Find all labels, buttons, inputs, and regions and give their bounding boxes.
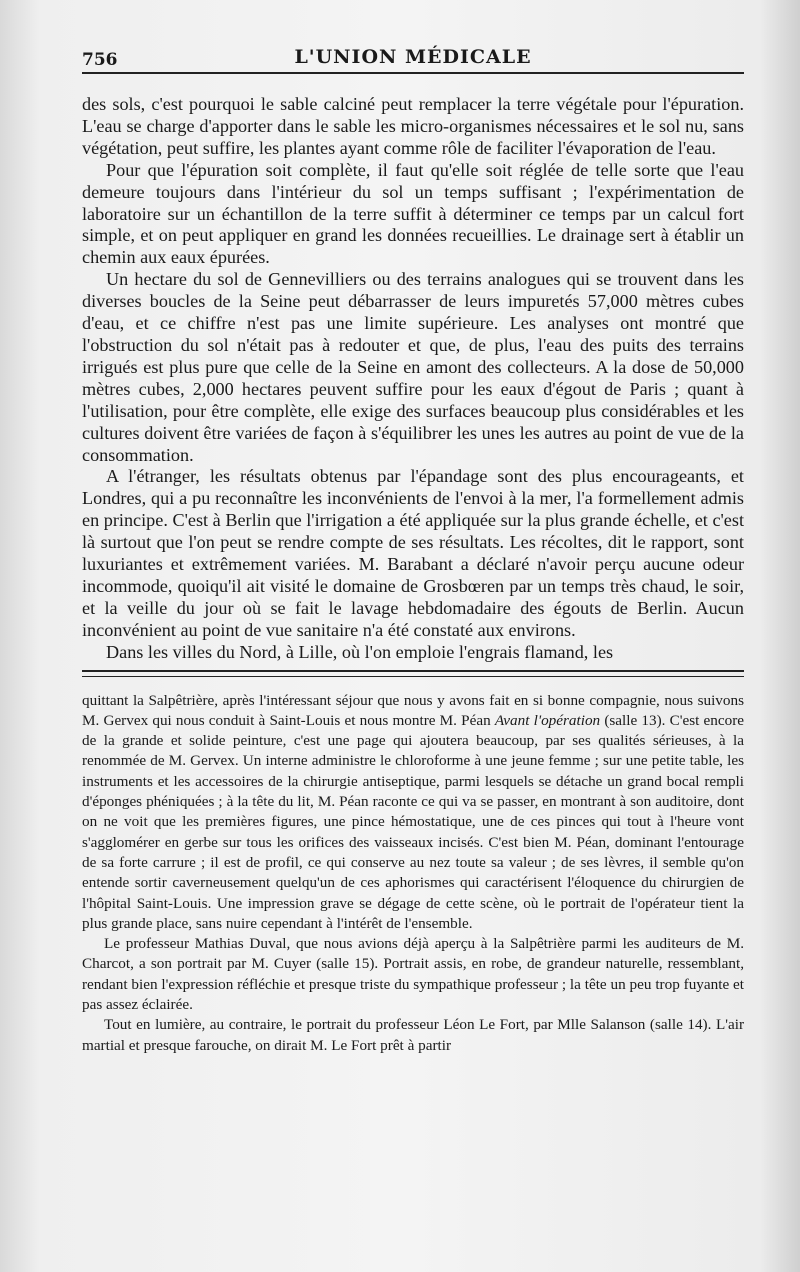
- page-header: [82, 40, 744, 74]
- feuilleton-paragraph: Le professeur Mathias Duval, que nous avions déjà aperçu à la Salpêtrière parmi les auditeurs de M. Charcot, a son portrait par M. Cuyer (salle 15). Portrait assis, en robe, de grandeur naturelle, ressemblant, rendant bien l'expression réfléchie et presque triste du sympathique professeur ; la tête un peu trop fuyante et pas assez éclairée.: [82, 935, 744, 1014]
- painting-title: Avant l'opération: [494, 711, 601, 729]
- feuilleton-text: quittant la Salpêtrière, après l'intéressant séjour que nous y avons fait en si bonne compagnie, nous suivons M. Gervex qui nous conduit à Saint-Louis et nous montre M. Péan: [82, 691, 744, 729]
- page-number: 756: [82, 50, 118, 70]
- feuilleton-paragraph: [82, 691, 744, 935]
- feuilleton-text: (salle 13). C'est encore de la grande et solide peinture, c'est une page qui ajoutera beaucoup, par ses qualités sérieuses, à la renommée de M. Gervex. Un interne administre le chloroforme à une jeune femme ; sur une petite table, les instruments et les accessoires de la chirurgie antiseptique, parmi lesquels se détache un grand bocal rempli d'éponges phéniquées ; à la tête du lit, M. Péan raconte ce qui va se passer, en montrant à son auditoire, dont on ne voit que les premières figures, une pince hémostatique, une de ces pinces qui tout à l'heure vont s'agglomérer en gerbe sur tous les orifices des vaisseaux incisés. C'est bien M. Péan, dominant l'entourage de sa forte carrure ; il est de profil, ce qui conserve au nez toute sa valeur ; de ses lèvres, il semble qu'on entende sortir caverneusement quelqu'un de ces aphorismes qui caractérisent l'éloquence du chirurgien de l'hôpital Saint-Louis. Une impression grave se dégage de cette scène, où le portrait de l'opérateur tient la plus grande place, sans nuire cependant à l'intérêt de l'ensemble.: [82, 711, 744, 932]
- paragraph: Un hectare du sol de Gennevilliers ou des terrains analogues qui se trouvent dans les diverses boucles de la Seine peut débarrasser de leurs impuretés 57,000 mètres cubes d'eau, et ce chiffre n'est pas une limite supérieure. Les analyses ont montré que l'obstruction du sol n'était pas à redouter et que, de plus, l'eau des puits des terrains irrigués est plus pure que celle de la Seine en amont des collecteurs. A la dose de 50,000 mètres cubes, 2,000 hectares peuvent suffire pour les eaux d'égout de Paris ; quant à l'utilisation, pour être complète, elle exige des surfaces beaucoup plus considérables et les cultures doivent être variées de façon à s'équilibrer les unes les autres au point de vue de la consommation.: [82, 269, 744, 465]
- paragraph: Dans les villes du Nord, à Lille, où l'on emploie l'engrais flamand, les: [106, 641, 614, 662]
- paragraph: A l'étranger, les résultats obtenus par l'épandage sont des plus encourageants, et Londres, qui a pu reconnaître les inconvénients de l'envoi à la mer, l'a formellement admis en principe. C'est à Berlin que l'irrigation a été appliquée sur la plus grande échelle, et c'est là surtout que l'on peut se rendre compte de ses résultats. Les récoltes, dit le rapport, sont luxuriantes et extrêmement variées. M. Barabant a déclaré n'avoir perçu aucune odeur incommode, quoiqu'il ait visité le domaine de Grosbœren par un temps très chaud, le soir, et la veille du jour où se fait le lavage hebdomadaire des égouts de Berlin. Aucun inconvénient au point de vue sanitaire n'a été constaté aux environs.: [82, 466, 744, 640]
- feuilleton-divider: [82, 670, 744, 677]
- paragraph: Pour que l'épuration soit complète, il faut qu'elle soit réglée de telle sorte que l'eau demeure toujours dans l'intérieur du sol un temps suffisant ; l'expérimentation de laboratoire sur un échantillon de la terre suffit à déterminer ce temps par un calcul fort simple, et on peut appliquer en grand les données recueillies. Le drainage sert à établir un chemin aux eaux épurées.: [82, 159, 744, 268]
- feuilleton-section: [82, 691, 744, 1056]
- running-title: L'UNION MÉDICALE: [294, 46, 532, 68]
- main-article: [82, 94, 744, 664]
- feuilleton-paragraph: Tout en lumière, au contraire, le portrait du professeur Léon Le Fort, par Mlle Salanson (salle 14). L'air martial et presque farouche, on dirait M. Le Fort prêt à partir: [82, 1016, 744, 1054]
- paragraph: des sols, c'est pourquoi le sable calciné peut remplacer la terre végétale pour l'épuration. L'eau se charge d'apporter dans le sable les micro-organismes nécessaires et le sol nu, sans végétation, peut suffire, les plantes ayant comme rôle de faciliter l'évaporation de l'eau.: [82, 94, 744, 158]
